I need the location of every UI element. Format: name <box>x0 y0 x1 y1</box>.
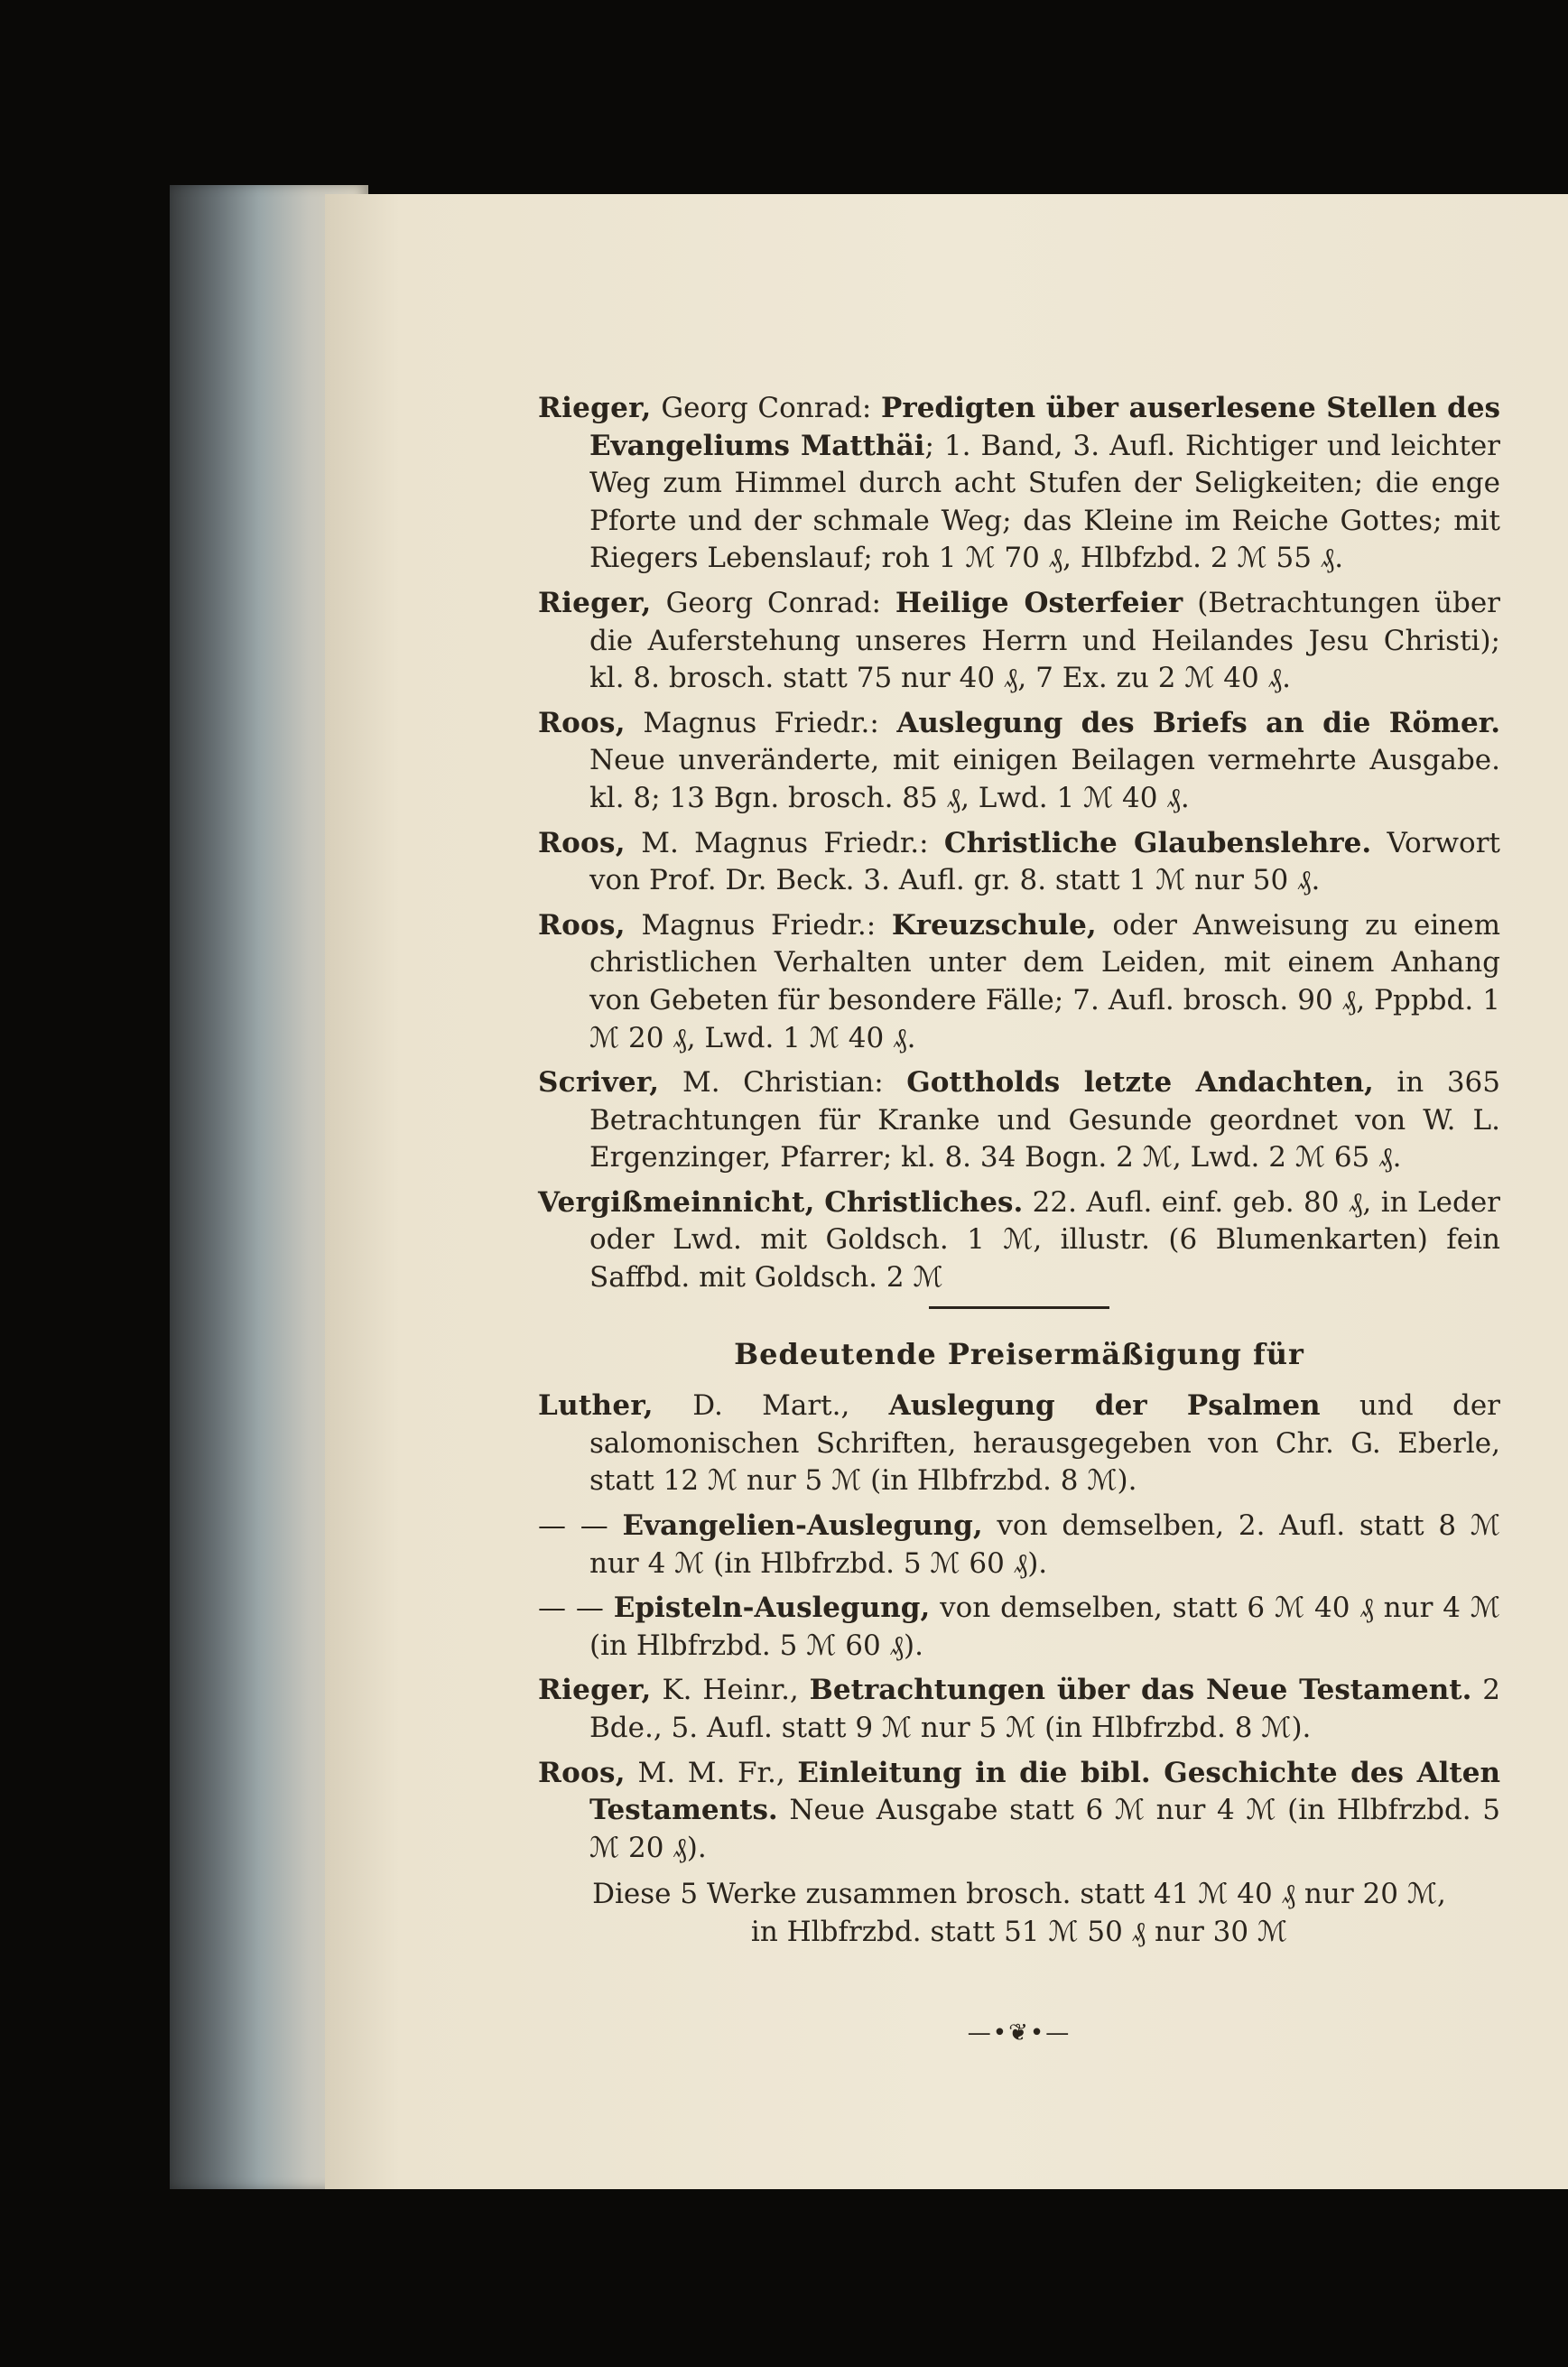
discount-prefix: — — <box>538 1509 623 1543</box>
discount-prefix: — — <box>538 1592 614 1625</box>
entry-vergissmeinnicht <box>538 1184 1500 1297</box>
bundle-summary <box>538 1876 1500 1951</box>
entry-body: oder Anweisung zu einem christlichen Verhalten unter dem Leiden, mit einem Anhang von Gebeten für besondere Fälle; 7. Aufl. brosch. 90 ₰, Pppbd. 1 ℳ 20 ₰, Lwd. 1 ℳ 40 ₰. <box>589 908 1500 1054</box>
discount-body: Neue Ausgabe statt 6 ℳ nur 4 ℳ (in Hlbfrzbd. 5 ℳ 20 ₰). <box>589 1794 1500 1864</box>
entry-author-detail <box>815 1186 824 1219</box>
discount-title: Einleitung in die bibl. Geschichte des Alten Testaments. <box>589 1756 1500 1827</box>
entry-author: Roos, <box>538 908 626 942</box>
entry-author: Scriver, <box>538 1066 660 1100</box>
entry-title: Kreuzschule, <box>891 908 1097 942</box>
entry-body: in 365 Betrachtungen für Kranke und Gesunde geordnet von W. L. Ergenzinger, Pfarrer; kl. 8. 34 Bogn. 2 ℳ, Lwd. 2 ℳ 65 ₰. <box>589 1066 1500 1174</box>
section-title: Bedeutende Preisermäßigung für <box>734 1336 1304 1371</box>
entry-author: Roos, <box>538 706 626 739</box>
entry-title: Christliches. <box>824 1185 1024 1219</box>
entry-body: Vorwort von Prof. Dr. Beck. 3. Aufl. gr. 8. statt 1 ℳ nur 50 ₰. <box>589 826 1500 897</box>
entry-roos-kreuzschule <box>538 907 1500 1057</box>
summary-line: Diese 5 Werke zusammen brosch. statt 41 ℳ 40 ₰ nur 20 ℳ, <box>592 1878 1446 1911</box>
end-ornament: —•❦•— <box>967 2019 1072 2047</box>
entry-author-detail: M. Christian: <box>659 1066 907 1100</box>
entry-body: Neue unveränderte, mit einigen Beilagen vermehrte Ausgabe. kl. 8; 13 Bgn. brosch. 85 ₰, Lwd. 1 ℳ 40 ₰. <box>589 744 1500 814</box>
entry-author-detail: M. Magnus Friedr.: <box>625 826 944 859</box>
discount-author: Roos, <box>538 1756 626 1789</box>
entry-scriver-andachten <box>538 1064 1500 1177</box>
entry-author-detail: Magnus Friedr.: <box>625 908 892 942</box>
entry-title: Christliche Glaubenslehre. <box>943 826 1372 859</box>
entry-title: Heilige Osterfeier <box>895 586 1183 619</box>
entry-rieger-predigten <box>538 390 1500 578</box>
entry-author-detail: Georg Conrad: <box>651 392 882 424</box>
entry-body: ; 1. Band, 3. Aufl. Richtiger und leichter Weg zum Himmel durch acht Stufen der Seligkeiten; die enge Pforte und der schmale Weg; das Kleine im Reiche Gottes; mit Riegers Lebenslauf; roh 1 ℳ 70 ₰, Hlbfzbd. 2 ℳ 55 ₰. <box>589 429 1500 575</box>
discount-author-detail: M. M. Fr., <box>625 1756 798 1789</box>
entry-author-detail: Georg Conrad: <box>651 586 895 619</box>
discount-episteln <box>538 1590 1500 1665</box>
discount-rieger-nt <box>538 1672 1500 1747</box>
discount-body: und der salomonischen Schriften, herausgegeben von Chr. G. Eberle, statt 12 ℳ nur 5 ℳ (in Hlbfrzbd. 8 ℳ). <box>589 1389 1500 1498</box>
discount-title: Episteln-Auslegung, <box>613 1592 931 1625</box>
summary-line: in Hlbfrzbd. statt 51 ℳ 50 ₰ nur 30 ℳ <box>750 1915 1288 1948</box>
discount-body: von demselben, statt 6 ℳ 40 ₰ nur 4 ℳ (in Hlbfrzbd. 5 ℳ 60 ₰). <box>589 1592 1500 1662</box>
discount-roos-einleitung <box>538 1755 1500 1868</box>
entry-rieger-osterfeier <box>538 585 1500 698</box>
page-text <box>538 390 1500 2052</box>
discount-body: 2 Bde., 5. Aufl. statt 9 ℳ nur 5 ℳ (in Hlbfrzbd. 8 ℳ). <box>589 1674 1500 1744</box>
entry-author-detail: Magnus Friedr.: <box>625 706 897 739</box>
entry-author: Roos, <box>538 826 626 859</box>
entry-author: Vergißmeinnicht, <box>538 1185 815 1219</box>
entry-body: (Betrachtungen über die Auferstehung unseres Herrn und Heilandes Jesu Christi); kl. 8. brosch. statt 75 nur 40 ₰, 7 Ex. zu 2 ℳ 40 ₰. <box>589 586 1500 695</box>
discount-title: Betrachtungen über das Neue Testament. <box>809 1674 1472 1707</box>
section-divider <box>929 1306 1109 1309</box>
discount-evangelien <box>538 1508 1500 1583</box>
entry-author: Rieger, <box>538 392 652 424</box>
entry-roos-glaubenslehre <box>538 825 1500 900</box>
discount-author: Rieger, <box>538 1674 652 1707</box>
entry-title: Auslegung des Briefs an die Römer. <box>896 706 1500 739</box>
discount-luther-psalmen <box>538 1388 1500 1500</box>
discount-body: von demselben, 2. Aufl. statt 8 ℳ nur 4 ℳ (in Hlbfrzbd. 5 ℳ 60 ₰). <box>589 1509 1500 1580</box>
entry-author: Rieger, <box>538 586 652 619</box>
entry-title: Predigten über auserlesene Stellen des Evangeliums Matthäi <box>589 392 1501 462</box>
discount-title: Evangelien-Auslegung, <box>622 1509 983 1543</box>
entry-body: 22. Aufl. einf. geb. 80 ₰, in Leder oder Lwd. mit Goldsch. 1 ℳ, illustr. (6 Blumenkarten) fein Saffbd. mit Goldsch. 2 ℳ <box>589 1185 1500 1295</box>
entry-roos-roemer <box>538 705 1500 818</box>
discount-author: Luther, <box>538 1389 654 1423</box>
discount-author-detail: K. Heinr., <box>651 1674 810 1707</box>
discount-title: Auslegung der Psalmen <box>888 1389 1321 1423</box>
discount-author-detail: D. Mart., <box>653 1389 889 1423</box>
entry-title: Gottholds letzte Andachten, <box>906 1066 1374 1100</box>
